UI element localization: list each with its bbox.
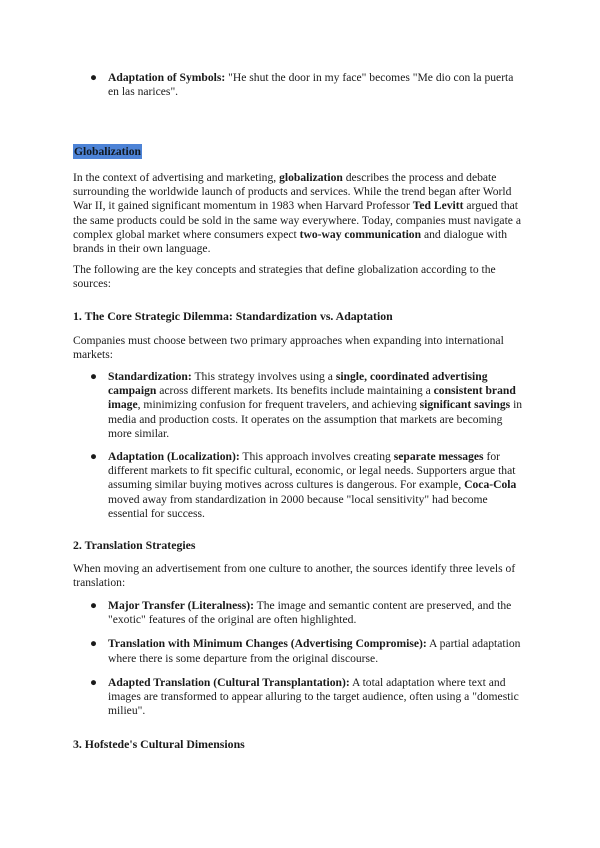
bullet-label: Adaptation of Symbols:: [108, 71, 226, 84]
bold-term: separate messages: [393, 450, 484, 464]
bullet-label: Adapted Translation (Cultural Transplantation):: [108, 675, 350, 689]
bullet-icon: ●: [90, 71, 98, 84]
text-run: In the context of advertising and marketing,: [73, 171, 280, 184]
bullet-label: Translation with Minimum Changes (Advertising Compromise):: [108, 637, 427, 651]
translation-list: [73, 599, 525, 718]
list-item: [73, 450, 525, 521]
text-run: moved away from standardization in 2000 because "local sensitivity" had become essential for success.: [108, 492, 488, 520]
heading-translation: 2. Translation Strategies: [73, 538, 196, 552]
bold-term: two-way communication: [299, 227, 422, 241]
bullet-text: "He shut the door in my face" becomes "Me dio con la puerta en las narices".: [108, 71, 514, 99]
heading-hofstede: 3. Hofstede's Cultural Dimensions: [73, 737, 245, 751]
strategy-list: [73, 370, 525, 521]
text-run: This approach involves creating: [239, 450, 394, 464]
text-run: A partial adaptation where there is some departure from the original discourse.: [108, 637, 521, 665]
heading-core-dilemma: 1. The Core Strategic Dilemma: Standardization vs. Adaptation: [73, 309, 393, 323]
bullet-icon: ●: [90, 370, 98, 383]
bullet-icon: ●: [90, 599, 98, 612]
bullet-icon: ●: [90, 637, 98, 651]
bullet-label: Adaptation (Localization):: [108, 450, 240, 464]
bullet-label: Standardization:: [108, 370, 192, 383]
list-item: [73, 599, 525, 627]
intro-paragraph: [73, 171, 525, 256]
dilemma-paragraph: Companies must choose between two primary approaches when expanding into international markets:: [73, 334, 504, 362]
lead-paragraph: The following are the key concepts and strategies that define globalization according to the sources:: [73, 263, 496, 291]
bold-term: consistent brand image: [108, 384, 516, 412]
text-run: , minimizing confusion for frequent travelers, and achieving: [137, 398, 420, 412]
bullet-label: Major Transfer (Literalness):: [108, 599, 254, 612]
text-run: This strategy involves using a: [191, 370, 336, 383]
text-run: and dialogue with brands in their own language.: [73, 227, 508, 256]
text-run: across different markets. Its benefits include maintaining a: [156, 384, 434, 398]
list-item: [73, 71, 525, 99]
bullet-icon: ●: [90, 450, 98, 464]
bullet-icon: ●: [90, 675, 98, 689]
bold-term: globalization: [279, 171, 343, 184]
list-item: [73, 637, 525, 665]
text-run: argued that the same products could be sold in the same way everywhere. Today, companies must navigate a complex global market where consumers expect: [73, 199, 521, 241]
bold-term: single, coordinated advertising campaign: [108, 370, 488, 398]
section-heading: [73, 145, 525, 159]
text-run: A total adaptation where text and images are transformed to appear alluring to the target audience, often using a "domestic milieu".: [108, 675, 519, 718]
bold-term: Coca-Cola: [464, 478, 517, 492]
text-run: in media and production costs. It operates on the assumption that markets are becoming more similar.: [108, 398, 523, 440]
text-run: for different markets to fit specific cultural, economic, or legal needs. Supporters argue that assuming similar buying motives across cultures is dangerous. For example,: [108, 450, 516, 492]
text-run: The image and semantic content are preserved, and the "exotic" features of the original are often highlighted.: [108, 599, 512, 627]
list-item: [73, 676, 525, 719]
symbols-list: [73, 71, 525, 99]
bold-term: Ted Levitt: [412, 199, 464, 213]
bold-term: significant savings: [419, 398, 511, 412]
highlighted-heading: Globalization: [74, 145, 141, 158]
translation-paragraph: When moving an advertisement from one culture to another, the sources identify three levels of translation:: [73, 562, 516, 590]
text-run: describes the process and debate surrounding the worldwide launch of products and services. While the trend began after World War II, it gained significant momentum in 1983 when Harvard Professor: [73, 171, 512, 213]
list-item: [73, 370, 525, 441]
